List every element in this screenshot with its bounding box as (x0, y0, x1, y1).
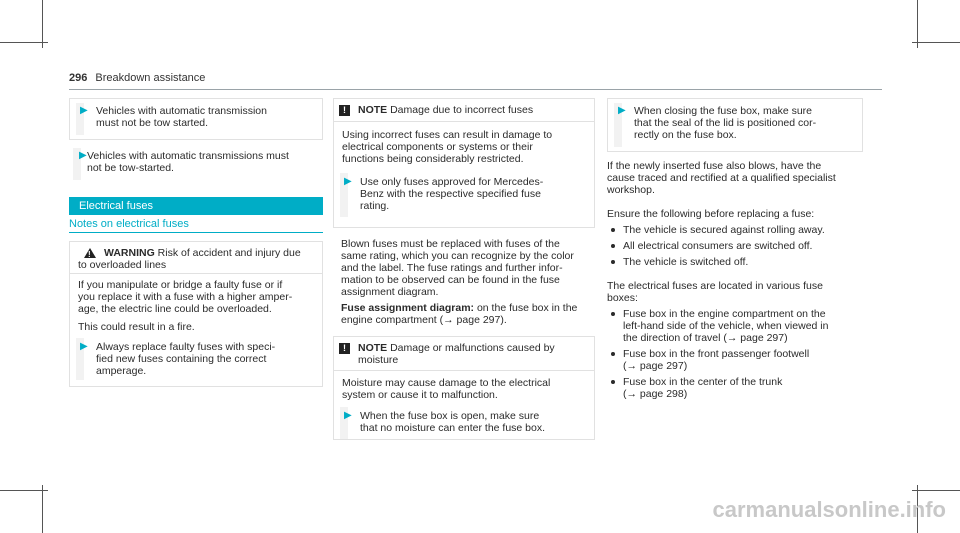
bullet-dot (611, 380, 615, 384)
crop-mark (0, 490, 48, 491)
paragraph-line: boxes: (607, 292, 638, 304)
bullet-triangle-icon: ▶ (344, 176, 352, 187)
list-item: Use only fuses approved for Mercedes- (360, 176, 544, 188)
page-reference-link[interactable]: (→ page 297) (623, 360, 688, 372)
list-item: Always replace faulty fuses with speci- (96, 341, 276, 353)
label-bold: Fuse assignment diagram: (341, 302, 475, 314)
note-icon: ! (339, 343, 350, 354)
note-label: NOTE (358, 104, 388, 116)
section-name: Breakdown assistance (95, 72, 206, 84)
divider (334, 121, 594, 122)
crop-mark (912, 42, 960, 43)
crop-mark (42, 0, 43, 48)
section-title: Electrical fuses (69, 197, 323, 215)
list-item: The vehicle is secured against rolling away. (623, 224, 825, 236)
warning-body: If you manipulate or bridge a faulty fuse or if (78, 279, 283, 291)
bullet-triangle-icon: ▶ (80, 341, 88, 352)
list-item: All electrical consumers are switched off. (623, 240, 813, 252)
list-item: The vehicle is switched off. (623, 256, 749, 268)
list-item: must not be tow started. (96, 117, 209, 129)
warning-text: Risk of accident and injury due (157, 247, 301, 259)
paragraph-line: cause traced and rectified at a qualified specialist (607, 172, 836, 184)
info-box (607, 98, 863, 152)
info-box (69, 98, 323, 140)
list-item: Benz with the respective specified fuse (360, 188, 541, 200)
bullet-triangle-icon: ▶ (79, 150, 87, 161)
paragraph-text: on the fuse box in the (474, 302, 578, 314)
page-header (69, 72, 205, 84)
note-title: Damage due to incorrect fuses (390, 104, 534, 116)
crop-mark (0, 42, 48, 43)
paragraph-line (341, 302, 577, 314)
list-item: When the fuse box is open, make sure (360, 410, 540, 422)
divider (70, 273, 322, 274)
divider (334, 370, 594, 371)
list-item: Fuse box in the front passenger footwell (623, 348, 810, 360)
bullet-triangle-icon: ▶ (618, 105, 626, 116)
paragraph-line: and the label. The fuse ratings and further infor- (341, 262, 563, 274)
note-body: Using incorrect fuses can result in damage to (342, 129, 553, 141)
warning-label: WARNING (104, 247, 155, 259)
paragraph-line: same rating, which you can recognize by the color (341, 250, 574, 262)
note-body: electrical components or systems or their (342, 141, 533, 153)
warning-body: age, the electric line could be overloaded. (78, 303, 272, 315)
bullet-dot (611, 312, 615, 316)
list-item: When closing the fuse box, make sure (634, 105, 813, 117)
list-item: left-hand side of the vehicle, when viewed in (623, 320, 829, 332)
list-item: not be tow-started. (87, 162, 174, 174)
header-rule (69, 89, 882, 90)
page-reference-link[interactable]: the direction of travel (→ page 297) (623, 332, 788, 344)
warning-text: to overloaded lines (78, 259, 167, 271)
note-box (333, 98, 595, 228)
page-number: 296 (69, 72, 88, 84)
bullet-dot (611, 244, 615, 248)
list-item: rectly on the fuse box. (634, 129, 737, 141)
paragraph-line: workshop. (607, 184, 655, 196)
paragraph-line: Ensure the following before replacing a fuse: (607, 208, 815, 220)
paragraph-line: If the newly inserted fuse also blows, have the (607, 160, 822, 172)
note-title: Damage or malfunctions caused by (390, 342, 555, 354)
warning-icon (84, 248, 96, 258)
page-reference-link[interactable]: (→ page 298) (623, 388, 688, 400)
note-icon: ! (339, 105, 350, 116)
list-item: fied new fuses containing the correct (96, 353, 267, 365)
list-item: that no moisture can enter the fuse box. (360, 422, 546, 434)
list-item: Fuse box in the engine compartment on the (623, 308, 826, 320)
bullet-triangle-icon: ▶ (344, 410, 352, 421)
note-body: Moisture may cause damage to the electrical (342, 377, 551, 389)
list-item: that the seal of the lid is positioned cor- (634, 117, 817, 129)
bullet-triangle-icon: ▶ (80, 105, 88, 116)
warning-body: This could result in a fire. (78, 321, 195, 333)
note-title: moisture (358, 354, 399, 366)
list-item: Vehicles with automatic transmissions must (87, 150, 289, 162)
subsection-title: Notes on electrical fuses (69, 218, 323, 233)
crop-mark (917, 0, 918, 48)
note-body: functions being considerably restricted. (342, 153, 524, 165)
bullet-block (69, 148, 323, 188)
note-box (333, 336, 595, 440)
note-body: system or cause it to malfunction. (342, 389, 498, 401)
warning-body: you replace it with a fuse with a higher amper- (78, 291, 293, 303)
bullet-dot (611, 352, 615, 356)
paragraph-line: assignment diagram. (341, 286, 439, 298)
crop-mark (912, 490, 960, 491)
paragraph-line: Blown fuses must be replaced with fuses of the (341, 238, 560, 250)
page-reference-link[interactable]: engine compartment (→ page 297). (341, 314, 507, 326)
note-label: NOTE (358, 342, 388, 354)
list-item: Fuse box in the center of the trunk (623, 376, 783, 388)
warning-box (69, 241, 323, 387)
list-item: rating. (360, 200, 390, 212)
watermark: carmanualsonline.info (712, 497, 946, 522)
paragraph-line: The electrical fuses are located in various fuse (607, 280, 823, 292)
crop-mark (42, 485, 43, 533)
list-item: Vehicles with automatic transmission (96, 105, 267, 117)
bullet-dot (611, 260, 615, 264)
paragraph-line: mation to be observed can be found in the fuse (341, 274, 560, 286)
bullet-dot (611, 228, 615, 232)
list-item: amperage. (96, 365, 147, 377)
